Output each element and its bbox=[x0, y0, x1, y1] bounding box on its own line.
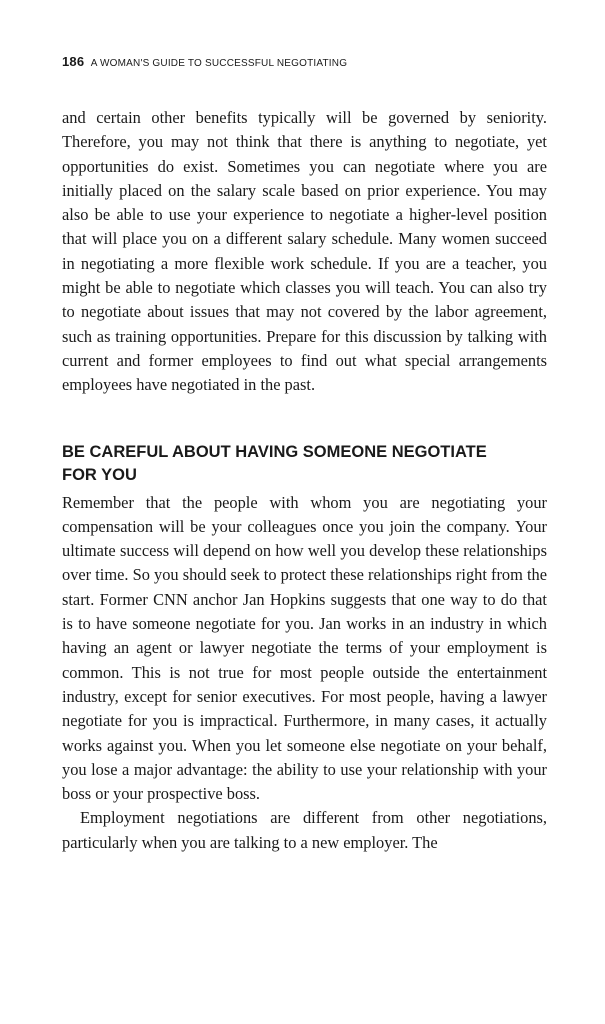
running-head bbox=[62, 52, 547, 72]
paragraph: Employment negotiations are different from other negotiations, particularly when you are talking to a new employer. The bbox=[62, 808, 547, 852]
section-heading: BE CAREFUL ABOUT HAVING SOMEONE NEGOTIATE FOR YOU bbox=[62, 442, 487, 484]
book-title: A WOMAN'S GUIDE TO SUCCESSFUL NEGOTIATING bbox=[90, 58, 348, 69]
book-page bbox=[62, 52, 547, 855]
paragraph: Remember that the people with whom you are negotiating your compensation will be your colleagues once you join the company. Your ultimate success will depend on how well you develop these relationships over time. So you should seek to protect these relationships right from the start. Former CNN anchor Jan Hopkins suggests that one way to do that is to have someone negotiate for you. Jan works in an industry in which having an agent or lawyer negotiate the terms of your employment is common. This is not true for most people outside the entertainment industry, except for senior executives. For most people, having a lawyer negotiate for you is impractical. Furthermore, in many cases, it actually works against you. When you let someone else negotiate on your behalf, you lose a major advantage: the ability to use your relationship with your boss or your prospective boss. bbox=[62, 492, 547, 804]
paragraph: and certain other benefits typically will be governed by seniority. Therefore, you may not think that there is anything to negotiate, yet opportunities do exist. Sometimes you can negotiate where you are initially placed on the salary scale based on prior experience. You may also be able to use your experience to negotiate a higher-level position that will place you on a different salary schedule. Many women succeed in negotiating a more flexible work schedule. If you are a teacher, you might be able to negotiate which classes you will teach. You can also try to negotiate about issues that may not covered by the labor agreement, such as training opportunities. Prepare for this discussion by talking with current and former employees to find out what special arrangements employees have negotiated in the past. bbox=[62, 108, 547, 395]
page-number: 186 bbox=[62, 54, 85, 69]
